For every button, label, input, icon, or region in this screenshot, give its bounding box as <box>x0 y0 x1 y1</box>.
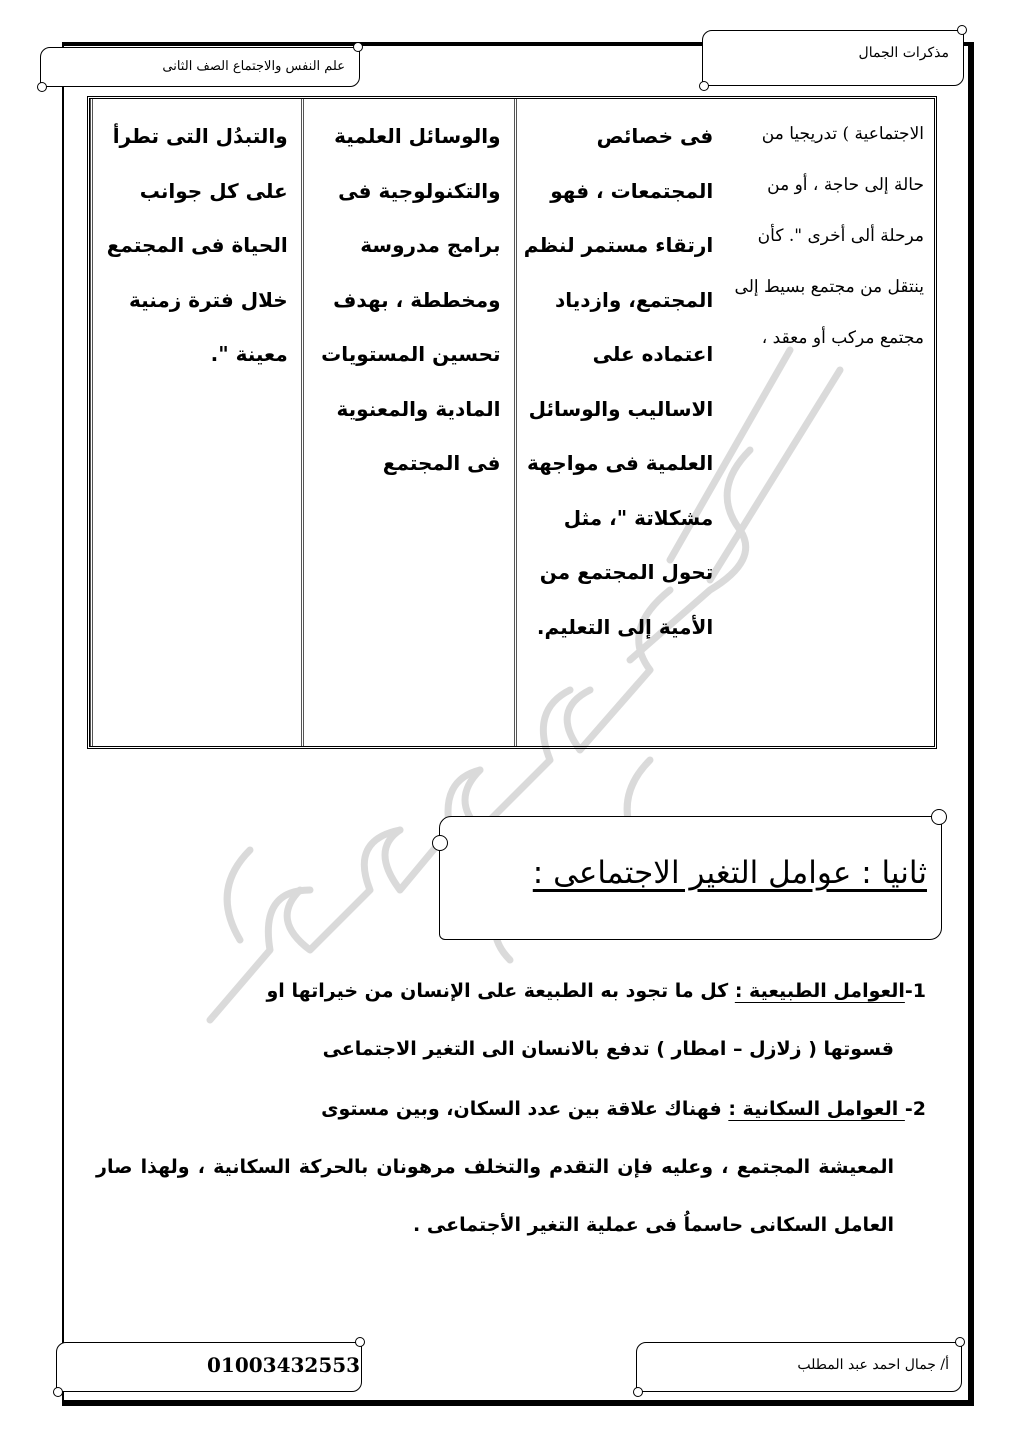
header-title-box <box>702 30 964 86</box>
factor-number: 2- <box>904 1098 926 1120</box>
factor-text-continued: قسوتها ( زلازل – امطار ) تدفع بالانسان الى التغير الاجتماعى <box>322 1038 894 1060</box>
factor-population <box>96 1080 926 1254</box>
factor-natural <box>96 962 926 1078</box>
header-series-title: مذكرات الجمال <box>858 45 949 61</box>
section-banner <box>439 816 942 940</box>
table-cell-left-center: والوسائل العلمية والتكنولوجية فى برامج مدروسة ومخططة ، بهدف تحسين المستويات المادية والمعنوية فى المجتمع <box>301 99 514 746</box>
footer-phone: 01003432553 <box>207 1353 361 1377</box>
section-title: ثانيا : عوامل التغير الاجتماعى : <box>532 855 927 891</box>
factor-text-continued: المعيشة المجتمع ، وعليه فإن التقدم والتخلف مرهونان بالحركة السكانية ، ولهذا صار العامل السكانى حاسماُ فى عملية التغير الأجتماعى . <box>96 1156 894 1236</box>
factor-title: العوامل الطبيعية : <box>734 980 905 1002</box>
table-cell-leftmost: والتبدُل التى تطرأ على كل جوانب الحياة فى المجتمع خلال فترة زمنية معينة ". <box>90 99 301 746</box>
factor-title: العوامل السكانية : <box>728 1098 905 1120</box>
table-cell-rightmost: الاجتماعية ) تدريجيا من حالة إلى حاجة ، أو من مرحلة ألى أخرى ". كأن ينتقل من مجتمع بسيط إلى مجتمع مركب أو معقد ، <box>734 124 924 348</box>
factor-text: فهناك علاقة بين عدد السكان، وبين مستوى <box>321 1098 729 1120</box>
factor-number: 1- <box>904 980 926 1002</box>
definitions-table <box>87 96 937 749</box>
factor-text: كل ما تجود به الطبيعة على الإنسان من خيراتها او <box>266 980 735 1002</box>
footer-author-box <box>636 1342 962 1392</box>
header-subject-box <box>40 47 360 87</box>
table-cell-right-center: فى خصائص المجتمعات ، فهو ارتقاء مستمر لنظم المجتمع، وازدياد اعتماده على الاساليب والوسائل العلمية فى مواجهة مشكلاتة "، مثل تحول المجتمع من الأمية إلى التعليم. <box>514 99 727 746</box>
footer-author: أ/ جمال احمد عبد المطلب <box>797 1357 949 1373</box>
header-subject-label: علم النفس والاجتماع الصف الثانى <box>162 59 345 74</box>
footer-phone-box <box>56 1342 362 1392</box>
